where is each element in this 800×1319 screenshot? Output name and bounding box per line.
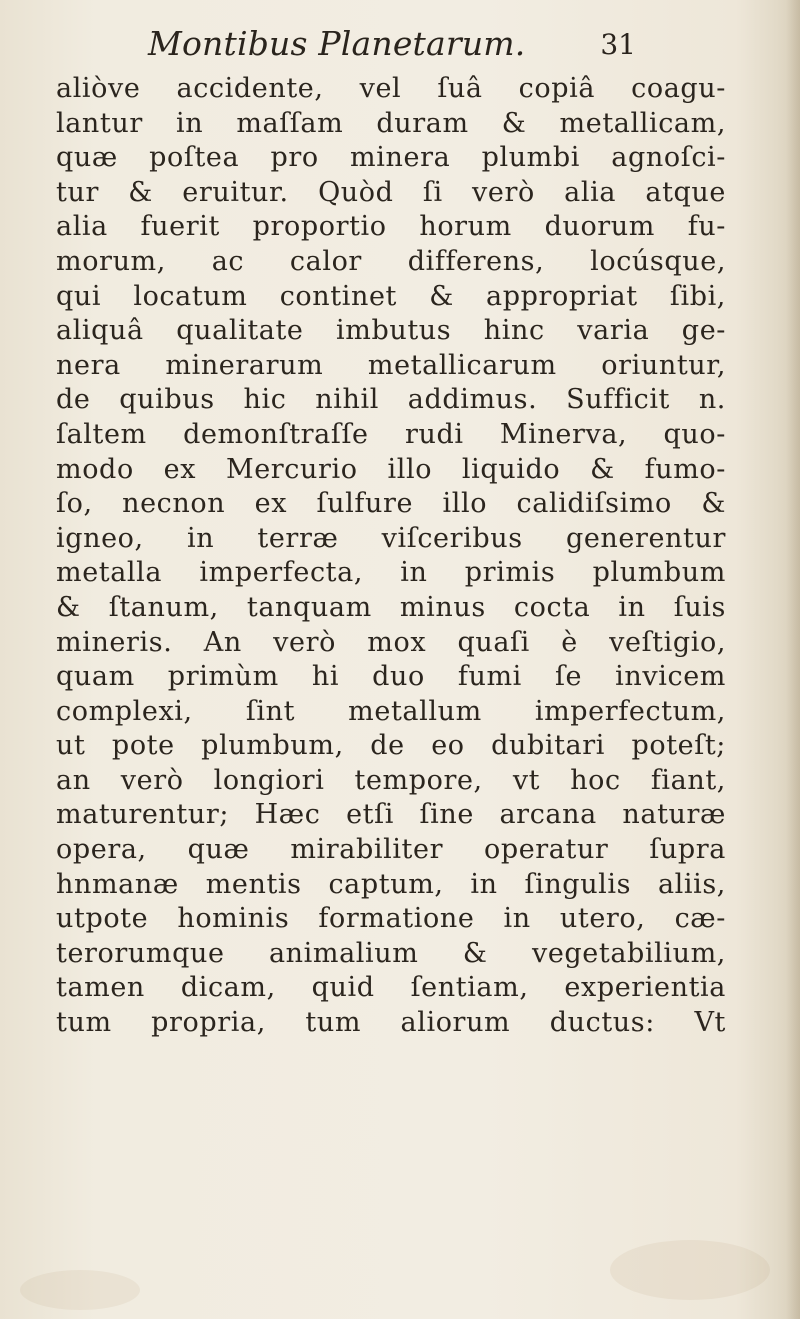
text-line: maturentur; Hæc etſi ſine arcana naturæ: [56, 799, 726, 831]
text-line: complexi, ſint metallum imperfectum,: [56, 695, 726, 727]
paper-stain: [610, 1240, 770, 1300]
running-title: Montibus Planetarum.: [148, 24, 526, 63]
text-line: aliòve accidente, vel ſuâ copiâ coagu-: [56, 73, 726, 104]
text-line: modo ex Mercurio illo liquido & fumo-: [56, 453, 726, 485]
text-line: morum, ac calor differens, locúsque,: [56, 245, 726, 277]
text-line: ſaltem demonſtraſſe rudi Minerva, quo-: [56, 418, 726, 450]
text-line: aliquâ qualitate imbutus hinc varia ge-: [56, 315, 726, 347]
text-line: de quibus hic nihil addimus. Sufficit n.: [56, 384, 726, 416]
text-line: terorumque animalium & vegetabilium,: [56, 937, 726, 969]
text-line: quæ poſtea pro minera plumbi agnoſci-: [56, 142, 726, 174]
text-line: nera minerarum metallicarum oriuntur,: [56, 349, 726, 381]
text-line: an verò longiori tempore, vt hoc fiant,: [56, 764, 726, 796]
text-line: & ſtanum, tanquam minus cocta in ſuis: [56, 591, 726, 623]
body-text: [56, 72, 726, 1041]
text-line: alia fuerit proportio horum duorum fu-: [56, 211, 726, 243]
text-line: utpote hominis formatione in utero, cæ-: [56, 903, 726, 935]
text-line: ſo, necnon ex ſulfure illo calidiſsimo &: [56, 488, 726, 520]
text-line: tur & eruitur. Quòd ſi verò alia atque: [56, 176, 726, 208]
text-line: opera, quæ mirabiliter operatur ſupra: [56, 834, 726, 866]
text-line: hnmanæ mentis captum, in ſingulis aliis,: [56, 868, 726, 900]
text-line: mineris. An verò mox quaſi è veſtigio,: [56, 626, 726, 658]
page-header: [140, 24, 640, 68]
paper-stain: [20, 1270, 140, 1310]
text-line: tamen dicam, quid ſentiam, experientia: [56, 972, 726, 1004]
text-line: qui locatum continet & appropriat ſibi,: [56, 280, 726, 312]
page-number: 31: [600, 28, 636, 61]
text-line: tum propria, tum aliorum ductus: Vt: [56, 1007, 726, 1039]
page-edge-shadow: [786, 0, 800, 1319]
text-line: quam primùm hi duo fumi ſe invicem: [56, 661, 726, 693]
text-line: igneo, in terræ viſceribus generentur: [56, 522, 726, 554]
text-line: ut pote plumbum, de eo dubitari poteſt;: [56, 730, 726, 762]
text-line: metalla imperfecta, in primis plumbum: [56, 557, 726, 589]
text-line: lantur in maſſam duram & metallicam,: [56, 107, 726, 139]
